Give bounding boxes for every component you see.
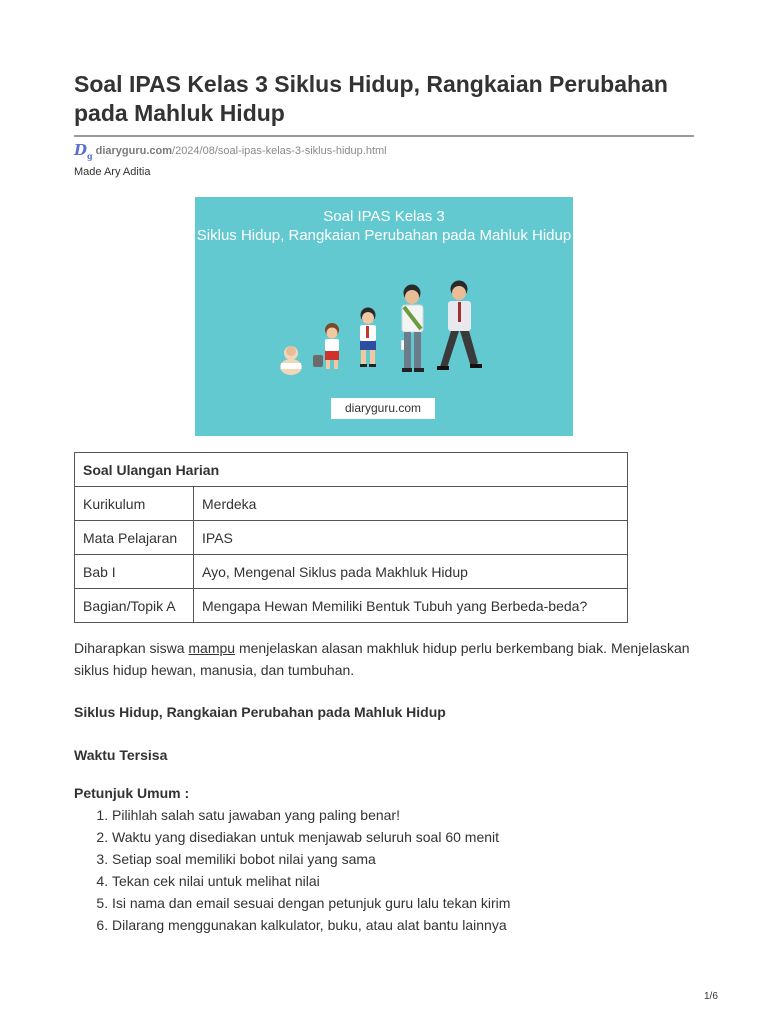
table-key: Kurikulum: [75, 487, 194, 521]
list-item: 2. Waktu yang disediakan untuk menjawab seluruh soal 60 menit: [112, 826, 510, 848]
page-title: Soal IPAS Kelas 3 Siklus Hidup, Rangkaian Perubahan pada Mahluk Hidup: [74, 71, 668, 126]
child-figure: [360, 308, 376, 368]
adult-figure: [437, 281, 482, 371]
info-table: [74, 452, 628, 623]
source-link[interactable]: [74, 141, 387, 161]
table-row: [75, 521, 628, 555]
toddler-figure: [313, 323, 339, 369]
author-name: Made Ary Aditia: [74, 166, 151, 178]
table-key: Bab I: [75, 555, 194, 589]
table-value: IPAS: [194, 521, 628, 555]
list-item: 1. Pilihlah salah satu jawaban yang paling benar!: [112, 804, 510, 826]
hero-caption-line1: Soal IPAS Kelas 3: [323, 208, 445, 225]
intro-paragraph: Diharapkan siswa mampu menjelaskan alasan makhluk hidup perlu berkembang biak. Menjelaskan siklus hidup hewan, manusia, dan tumbuhan.: [74, 640, 690, 678]
table-row: [75, 555, 628, 589]
list-item: 6. Dilarang menggunakan kalkulator, buku, atau alat bantu lainnya: [112, 914, 510, 936]
table-header: Soal Ulangan Harian: [75, 453, 628, 487]
list-item: 5. Isi nama dan email sesuai dengan petunjuk guru lalu tekan kirim: [112, 892, 510, 914]
table-key: Mata Pelajaran: [75, 521, 194, 555]
table-key: Bagian/Topik A: [75, 589, 194, 623]
instructions-heading: Petunjuk Umum :: [74, 785, 190, 801]
table-row: [75, 589, 628, 623]
table-value: Mengapa Hewan Memiliki Bentuk Tubuh yang Berbeda-beda?: [194, 589, 628, 623]
hero-image: [195, 197, 573, 436]
hero-badge: diaryguru.com: [331, 398, 435, 419]
table-value: Ayo, Mengenal Siklus pada Makhluk Hidup: [194, 555, 628, 589]
instructions-list: [74, 804, 510, 936]
table-header-row: [75, 453, 628, 487]
source-path: /2024/08/soal-ipas-kelas-3-siklus-hidup.html: [172, 145, 387, 157]
underlined-word: mampu: [188, 640, 236, 656]
table-row: [75, 487, 628, 521]
source-domain: diaryguru.com: [95, 145, 173, 157]
diaryguru-logo-icon: $D_g$: [74, 141, 93, 161]
page-number: 1/6: [704, 991, 718, 1002]
list-item: 4. Tekan cek nilai untuk melihat nilai: [112, 870, 510, 892]
title-divider: [74, 135, 694, 137]
list-item: 3. Setiap soal memiliki bobot nilai yang sama: [112, 848, 510, 870]
baby-figure: [280, 346, 302, 375]
time-remaining-label: Waktu Tersisa: [74, 747, 168, 763]
section-title: Siklus Hidup, Rangkaian Perubahan pada Mahluk Hidup: [74, 704, 446, 720]
table-value: Merdeka: [194, 487, 628, 521]
teen-figure: [401, 285, 424, 373]
hero-caption-line2: Siklus Hidup, Rangkaian Perubahan pada Mahluk Hidup: [196, 227, 572, 244]
